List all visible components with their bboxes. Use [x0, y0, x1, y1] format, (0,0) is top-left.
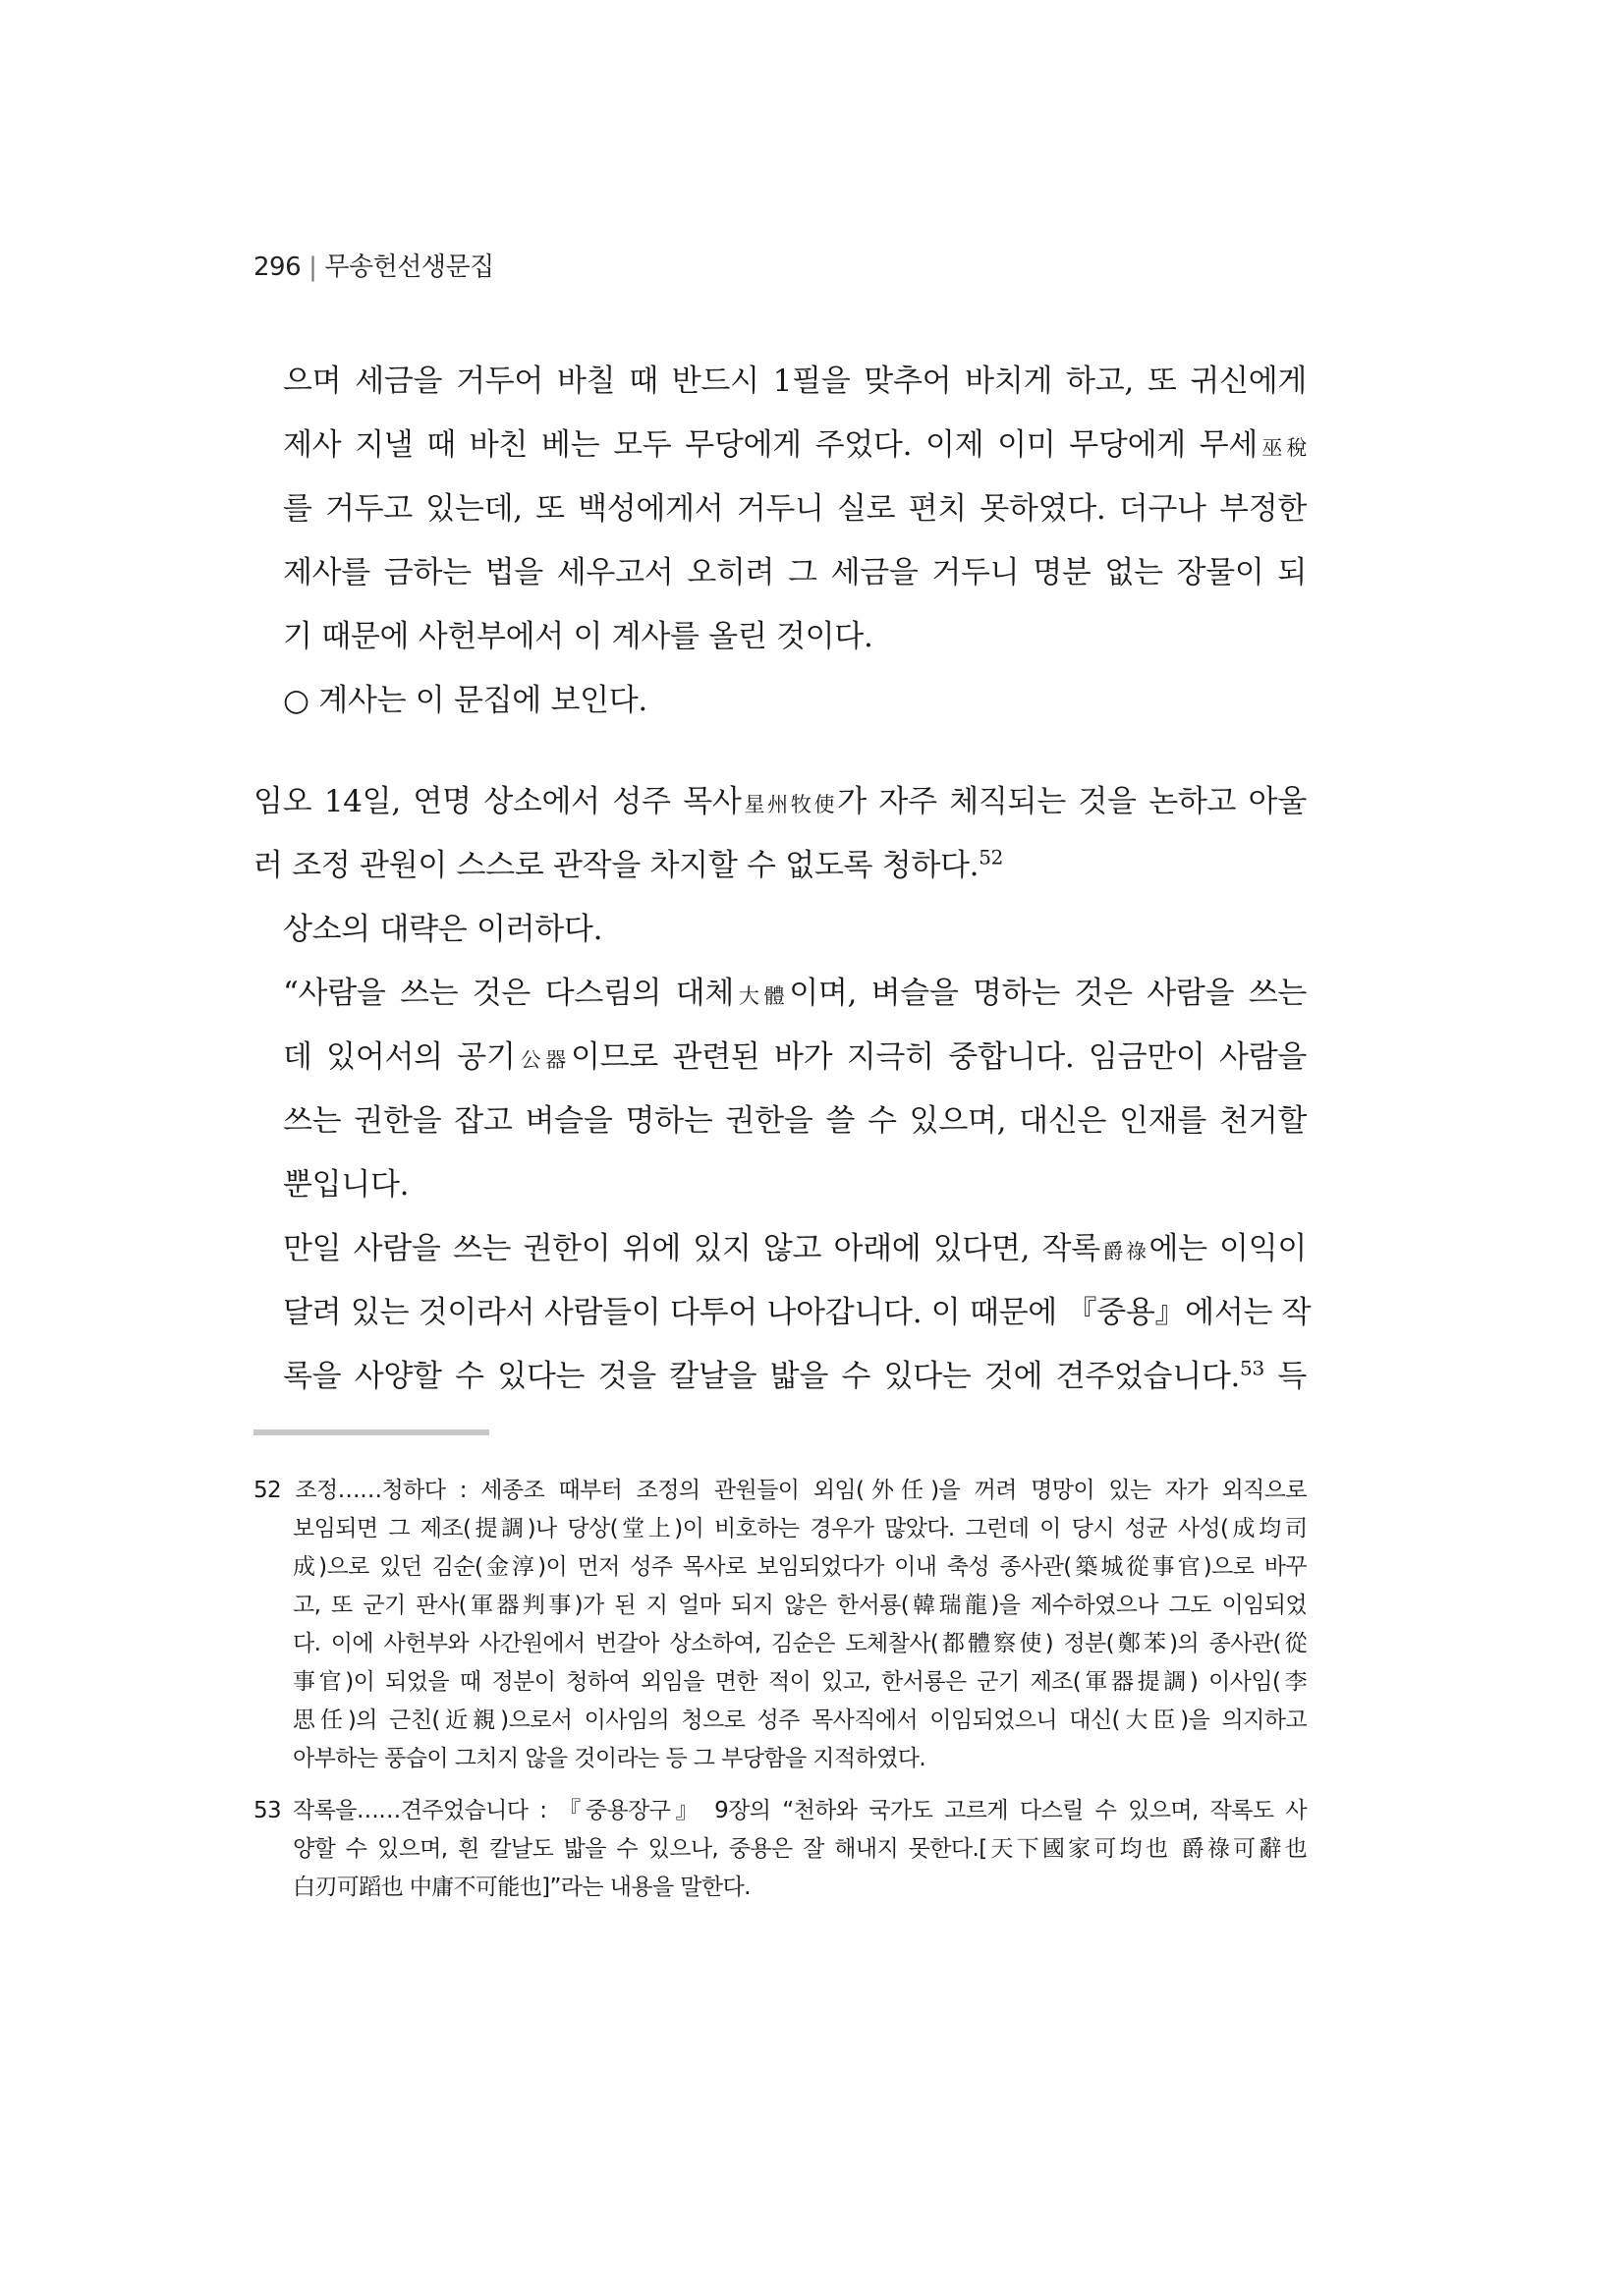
text-run: 득 [1263, 1359, 1307, 1394]
page-number: 296 [253, 252, 302, 282]
paragraph-5-line-2: 달려 있는 것이라서 사람들이 다투어 나아갑니다. 이 때문에 『중용』에서는 작 [283, 1295, 1312, 1330]
paragraph-4-line-2 [283, 1030, 1307, 1085]
entry-heading-line-2 [253, 838, 1003, 893]
hanja-annotation: 星州牧使 [741, 793, 838, 816]
paragraph-1-line-5: 기 때문에 사헌부에서 이 계사를 올린 것이다. [283, 619, 873, 654]
paragraph-1-line-2 [283, 418, 1307, 473]
paragraph-4-line-1 [283, 966, 1307, 1021]
paragraph-1-line-4: 제사를 금하는 법을 세우고서 오히려 그 세금을 거두니 명분 없는 장물이 되 [283, 555, 1307, 590]
hanja-annotation: 巫稅 [1258, 436, 1307, 460]
running-header [253, 247, 494, 283]
footnote-53-line-3: 白刃可蹈也 中庸不可能也]”라는 내용을 말한다. [293, 1875, 751, 1900]
text-run: 이며, 벼슬을 명하는 것은 사람을 쓰는 [789, 976, 1307, 1011]
paragraph-4-line-3: 쓰는 권한을 잡고 벼슬을 명하는 권한을 쓸 수 있으며, 대신은 인재를 천거할 [283, 1103, 1307, 1139]
text-run: 제사 지낼 때 바친 베는 모두 무당에게 주었다. 이제 이미 무당에게 무세 [283, 427, 1258, 463]
footnote-52-line-2: 보임되면 그 제조(提調)나 당상(堂上)이 비호하는 경우가 많았다. 그런데 이 당시 성균 사성(成均司 [293, 1516, 1307, 1541]
paragraph-1-line-1: 으며 세금을 거두어 바칠 때 반드시 1필을 맞추어 바치게 하고, 또 귀신에게 [283, 364, 1307, 399]
text-run: 록을 사양할 수 있다는 것을 칼날을 밟을 수 있다는 것에 견주었습니다. [283, 1359, 1241, 1394]
footnote-divider [253, 1429, 489, 1435]
footnote-53-line-1: 53 작록을……견주었습니다 : 『중용장구』 9장의 “천하와 국가도 고르게 다스릴 수 있으며, 작록도 사 [253, 1798, 1307, 1823]
entry-heading-line-1 [253, 774, 1307, 829]
footnote-52-line-3: 成)으로 있던 김순(金淳)이 먼저 성주 목사로 보임되었다가 이내 축성 종사관(築城從事官)으로 바꾸 [293, 1554, 1307, 1580]
text-run: 가 자주 체직되는 것을 논하고 아울 [837, 784, 1307, 819]
footnote-53-line-2: 양할 수 있으며, 흰 칼날도 밟을 수 있으나, 중용은 잘 해내지 못한다.[天下國家可均也 爵祿可辭也 [293, 1836, 1307, 1862]
paragraph-3-line-1: 상소의 대략은 이러하다. [283, 912, 603, 947]
text-run: 만일 사람을 쓰는 권한이 위에 있지 않고 아래에 있다면, 작록 [283, 1231, 1100, 1266]
footnote-ref-53: 53 [1240, 1356, 1264, 1380]
hanja-annotation: 大體 [733, 984, 790, 1008]
footnote-52-line-1: 52 조정……청하다 : 세종조 때부터 조정의 관원들이 외임(外任)을 꺼려 명망이 있는 자가 외직으로 [253, 1478, 1307, 1503]
footnote-52-line-8: 아부하는 풍습이 그치지 않을 것이라는 등 그 부당함을 지적하였다. [293, 1746, 926, 1771]
footnote-52-line-5: 다. 이에 사헌부와 사간원에서 번갈아 상소하여, 김순은 도체찰사(都體察使) 정분(鄭苯)의 종사관(從 [293, 1631, 1307, 1656]
hanja-annotation: 公器 [515, 1048, 571, 1072]
text-run: 이므로 관련된 바가 지극히 중합니다. 임금만이 사람을 [570, 1039, 1307, 1075]
footnote-ref-52: 52 [979, 845, 1004, 869]
footnote-52-line-4: 고, 또 군기 판사(軍器判事)가 된 지 얼마 되지 않은 한서룡(韓瑞龍)을 제수하였으나 그도 이임되었 [293, 1593, 1307, 1618]
header-separator: | [308, 252, 317, 282]
paragraph-1-line-3: 를 거두고 있는데, 또 백성에게서 거두니 실로 편치 못하였다. 더구나 부정한 [283, 491, 1307, 527]
paragraph-4-line-4: 뿐입니다. [283, 1167, 410, 1203]
footnote-52-line-6: 事官)이 되었을 때 정분이 청하여 외임을 면한 적이 있고, 한서룡은 군기 제조(軍器提調) 이사임(李 [293, 1669, 1307, 1695]
text-run: 러 조정 관원이 스스로 관작을 차지할 수 없도록 청하다. [253, 848, 980, 883]
paragraph-5-line-3 [283, 1349, 1307, 1404]
text-run: “사람을 쓰는 것은 다스림의 대체 [283, 976, 734, 1011]
book-title: 무송헌선생문집 [324, 252, 494, 282]
paragraph-1-line-6: ○ 계사는 이 문집에 보인다. [283, 683, 647, 718]
footnote-52-line-7: 思任)의 근친(近親)으로서 이사임의 청으로 성주 목사직에서 이임되었으니 대신(大臣)을 의지하고 [293, 1708, 1307, 1733]
text-run: 임오 14일, 연명 상소에서 성주 목사 [253, 784, 742, 819]
hanja-annotation: 爵祿 [1099, 1240, 1149, 1263]
paragraph-5-line-1 [283, 1221, 1307, 1276]
text-run: 에는 이익이 [1148, 1231, 1307, 1266]
text-run: 데 있어서의 공기 [283, 1039, 516, 1075]
